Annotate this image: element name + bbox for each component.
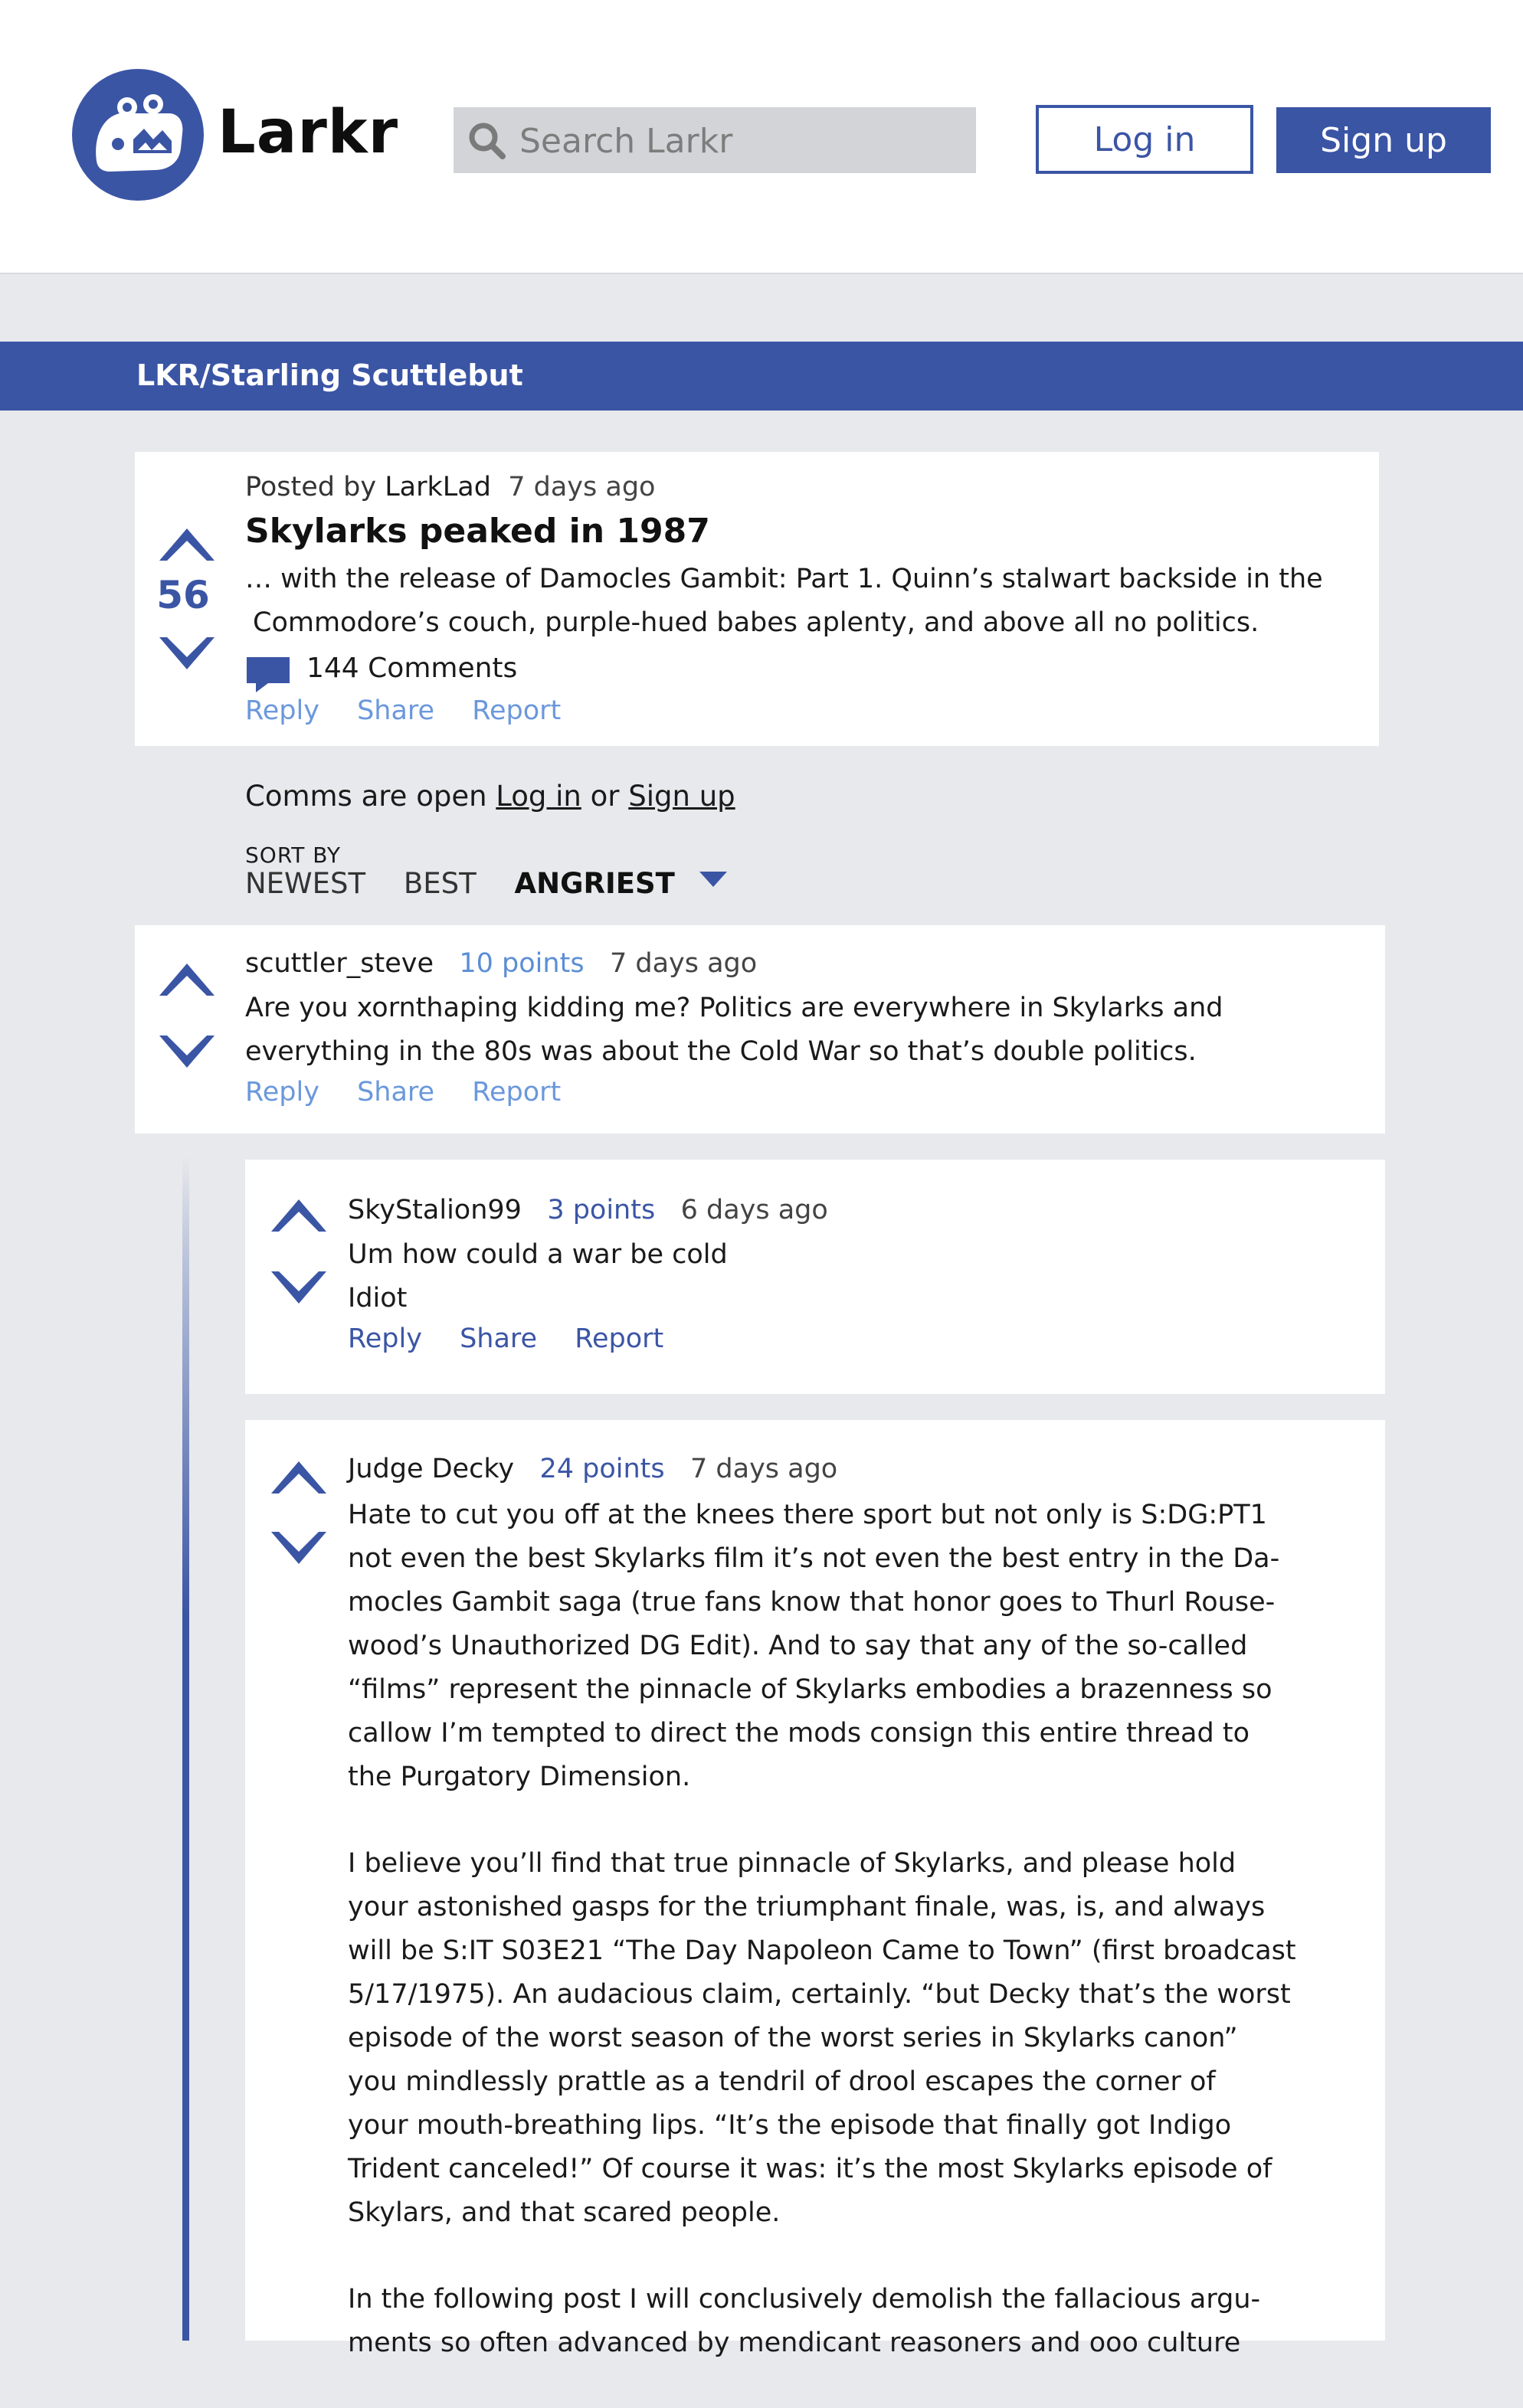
reply-button[interactable]: Reply xyxy=(245,1077,319,1107)
comment-author[interactable]: scuttler_steve xyxy=(245,948,434,979)
post-body xyxy=(245,558,1364,645)
comment-line: ments so often advanced by mendicant reasoners and ooo culture xyxy=(348,2328,1241,2358)
upvote-arrow-icon[interactable] xyxy=(268,1196,329,1235)
comment-line: Idiot xyxy=(348,1283,408,1314)
logo-wordmark[interactable]: Larkr xyxy=(218,98,399,167)
report-button[interactable]: Report xyxy=(575,1323,664,1354)
comment-time: 6 days ago xyxy=(680,1195,828,1225)
comment-body xyxy=(348,1233,1359,1320)
sort-newest[interactable]: NEWEST xyxy=(245,867,366,900)
comment-body xyxy=(245,986,1364,1074)
reply-button[interactable]: Reply xyxy=(348,1323,422,1354)
community-banner xyxy=(0,342,1523,411)
post-card xyxy=(135,452,1379,746)
comment-line: your mouth-breathing lips. “It’s the episode that finally got Indigo xyxy=(348,2110,1232,2141)
sort-by-label: SORT BY xyxy=(245,842,342,868)
comment-line: episode of the worst season of the worst series in Skylarks canon” xyxy=(348,2023,1238,2053)
sort-best[interactable]: BEST xyxy=(403,867,477,900)
comment-meta xyxy=(245,948,757,979)
comms-open-text: Comms are open xyxy=(245,780,487,813)
comment-line: everything in the 80s was about the Cold War so that’s double politics. xyxy=(245,1036,1197,1067)
downvote-arrow-icon[interactable] xyxy=(156,634,218,672)
report-button[interactable]: Report xyxy=(472,1077,562,1107)
comms-or-text: or xyxy=(590,780,620,813)
reply-comment-card xyxy=(245,1420,1385,2358)
comms-open-notice xyxy=(245,780,735,813)
comment-author[interactable]: Judge Decky xyxy=(348,1454,515,1484)
post-body-line: … with the release of Damocles Gambit: Part 1. Quinn’s stalwart backside in the xyxy=(245,564,1323,594)
post-score: 56 xyxy=(156,573,210,617)
comment-points: 3 points xyxy=(547,1195,656,1225)
comment-line: In the following post I will conclusively demolish the fallacious argu- xyxy=(348,2284,1261,2315)
upvote-arrow-icon[interactable] xyxy=(156,525,218,564)
post-actions xyxy=(245,695,590,726)
post-body-line: Commodore’s couch, purple-hued babes aplenty, and above all no politics. xyxy=(253,607,1259,638)
reply-button[interactable]: Reply xyxy=(245,695,319,726)
comment-line: Hate to cut you off at the knees there sport but not only is S:DG:PT1 xyxy=(348,1500,1267,1530)
signup-button[interactable]: Sign up xyxy=(1276,107,1491,173)
comment-line: “films” represent the pinnacle of Skylarks embodies a brazenness so xyxy=(348,1674,1272,1705)
comment-line: Skylars, and that scared people. xyxy=(348,2197,781,2228)
comment-actions xyxy=(348,1323,693,1354)
comment-line: you mindlessly prattle as a tendril of drool escapes the corner of xyxy=(348,2066,1216,2097)
posted-by-label: Posted by xyxy=(245,472,377,502)
comment-line: 5/17/1975). An audacious claim, certainly. “but Decky that’s the worst xyxy=(348,1979,1291,2010)
post-title[interactable]: Skylarks peaked in 1987 xyxy=(245,512,710,551)
comment-line: wood’s Unauthorized DG Edit). And to say that any of the so-called xyxy=(348,1631,1248,1661)
report-button[interactable]: Report xyxy=(472,695,562,726)
comment-time: 7 days ago xyxy=(609,948,758,979)
post-author[interactable]: LarkLad xyxy=(385,472,491,502)
downvote-arrow-icon[interactable] xyxy=(268,1268,329,1307)
comments-count[interactable]: 144 Comments xyxy=(306,653,518,684)
post-time: 7 days ago xyxy=(508,472,656,502)
larkr-bug-logo-icon[interactable] xyxy=(72,69,204,201)
comment-card xyxy=(135,925,1385,1134)
comment-time: 7 days ago xyxy=(690,1454,838,1484)
downvote-arrow-icon[interactable] xyxy=(268,1529,329,1567)
comment-bubble-icon xyxy=(245,656,291,694)
comment-line: Are you xornthaping kidding me? Politics are everywhere in Skylarks and xyxy=(245,993,1223,1023)
comment-meta xyxy=(348,1454,837,1484)
comment-paragraph xyxy=(348,2278,1359,2365)
comment-meta xyxy=(348,1195,828,1225)
thread-line[interactable] xyxy=(182,1155,189,2341)
comment-line: not even the best Skylarks film it’s not even the best entry in the Da- xyxy=(348,1543,1280,1574)
upvote-arrow-icon[interactable] xyxy=(268,1458,329,1497)
comment-line: callow I’m tempted to direct the mods consign this entire thread to xyxy=(348,1718,1250,1749)
comment-line: I believe you’ll find that true pinnacle of Skylarks, and please hold xyxy=(348,1848,1236,1879)
search-bar[interactable] xyxy=(454,107,976,173)
site-header xyxy=(0,0,1523,274)
share-button[interactable]: Share xyxy=(357,695,435,726)
downvote-arrow-icon[interactable] xyxy=(156,1032,218,1071)
comms-login-link[interactable]: Log in xyxy=(496,780,581,813)
upvote-arrow-icon[interactable] xyxy=(156,960,218,999)
comment-paragraph xyxy=(348,1842,1359,2235)
comment-author[interactable]: SkyStalion99 xyxy=(348,1195,522,1225)
search-input[interactable] xyxy=(518,107,965,175)
comment-points: 24 points xyxy=(539,1454,665,1484)
comment-points: 10 points xyxy=(459,948,585,979)
community-name[interactable]: LKR/Starling Scuttlebut xyxy=(136,358,523,392)
comment-line: your astonished gasps for the triumphant finale, was, is, and always xyxy=(348,1892,1266,1922)
search-icon xyxy=(464,118,510,164)
comment-line: will be S:IT S03E21 “The Day Napoleon Came to Town” (first broadcast xyxy=(348,1935,1296,1966)
comment-paragraph xyxy=(348,1494,1359,1799)
comment-actions xyxy=(245,1077,590,1107)
login-button[interactable]: Log in xyxy=(1036,105,1253,174)
reply-comment-card xyxy=(245,1160,1385,1394)
share-button[interactable]: Share xyxy=(460,1323,538,1354)
comment-line: mocles Gambit saga (true fans know that honor goes to Thurl Rouse- xyxy=(348,1587,1276,1618)
share-button[interactable]: Share xyxy=(357,1077,435,1107)
sort-angriest[interactable]: ANGRIEST xyxy=(514,867,675,900)
comment-line: Trident canceled!” Of course it was: it’s the most Skylarks episode of xyxy=(348,2154,1272,2184)
comms-signup-link[interactable]: Sign up xyxy=(628,780,735,813)
sort-dropdown-chevron-icon[interactable] xyxy=(698,870,729,888)
comment-body xyxy=(348,1494,1359,2408)
sort-options xyxy=(245,867,729,900)
comment-line: Um how could a war be cold xyxy=(348,1239,728,1270)
post-meta xyxy=(245,472,655,502)
comment-line: the Purgatory Dimension. xyxy=(348,1762,691,1792)
